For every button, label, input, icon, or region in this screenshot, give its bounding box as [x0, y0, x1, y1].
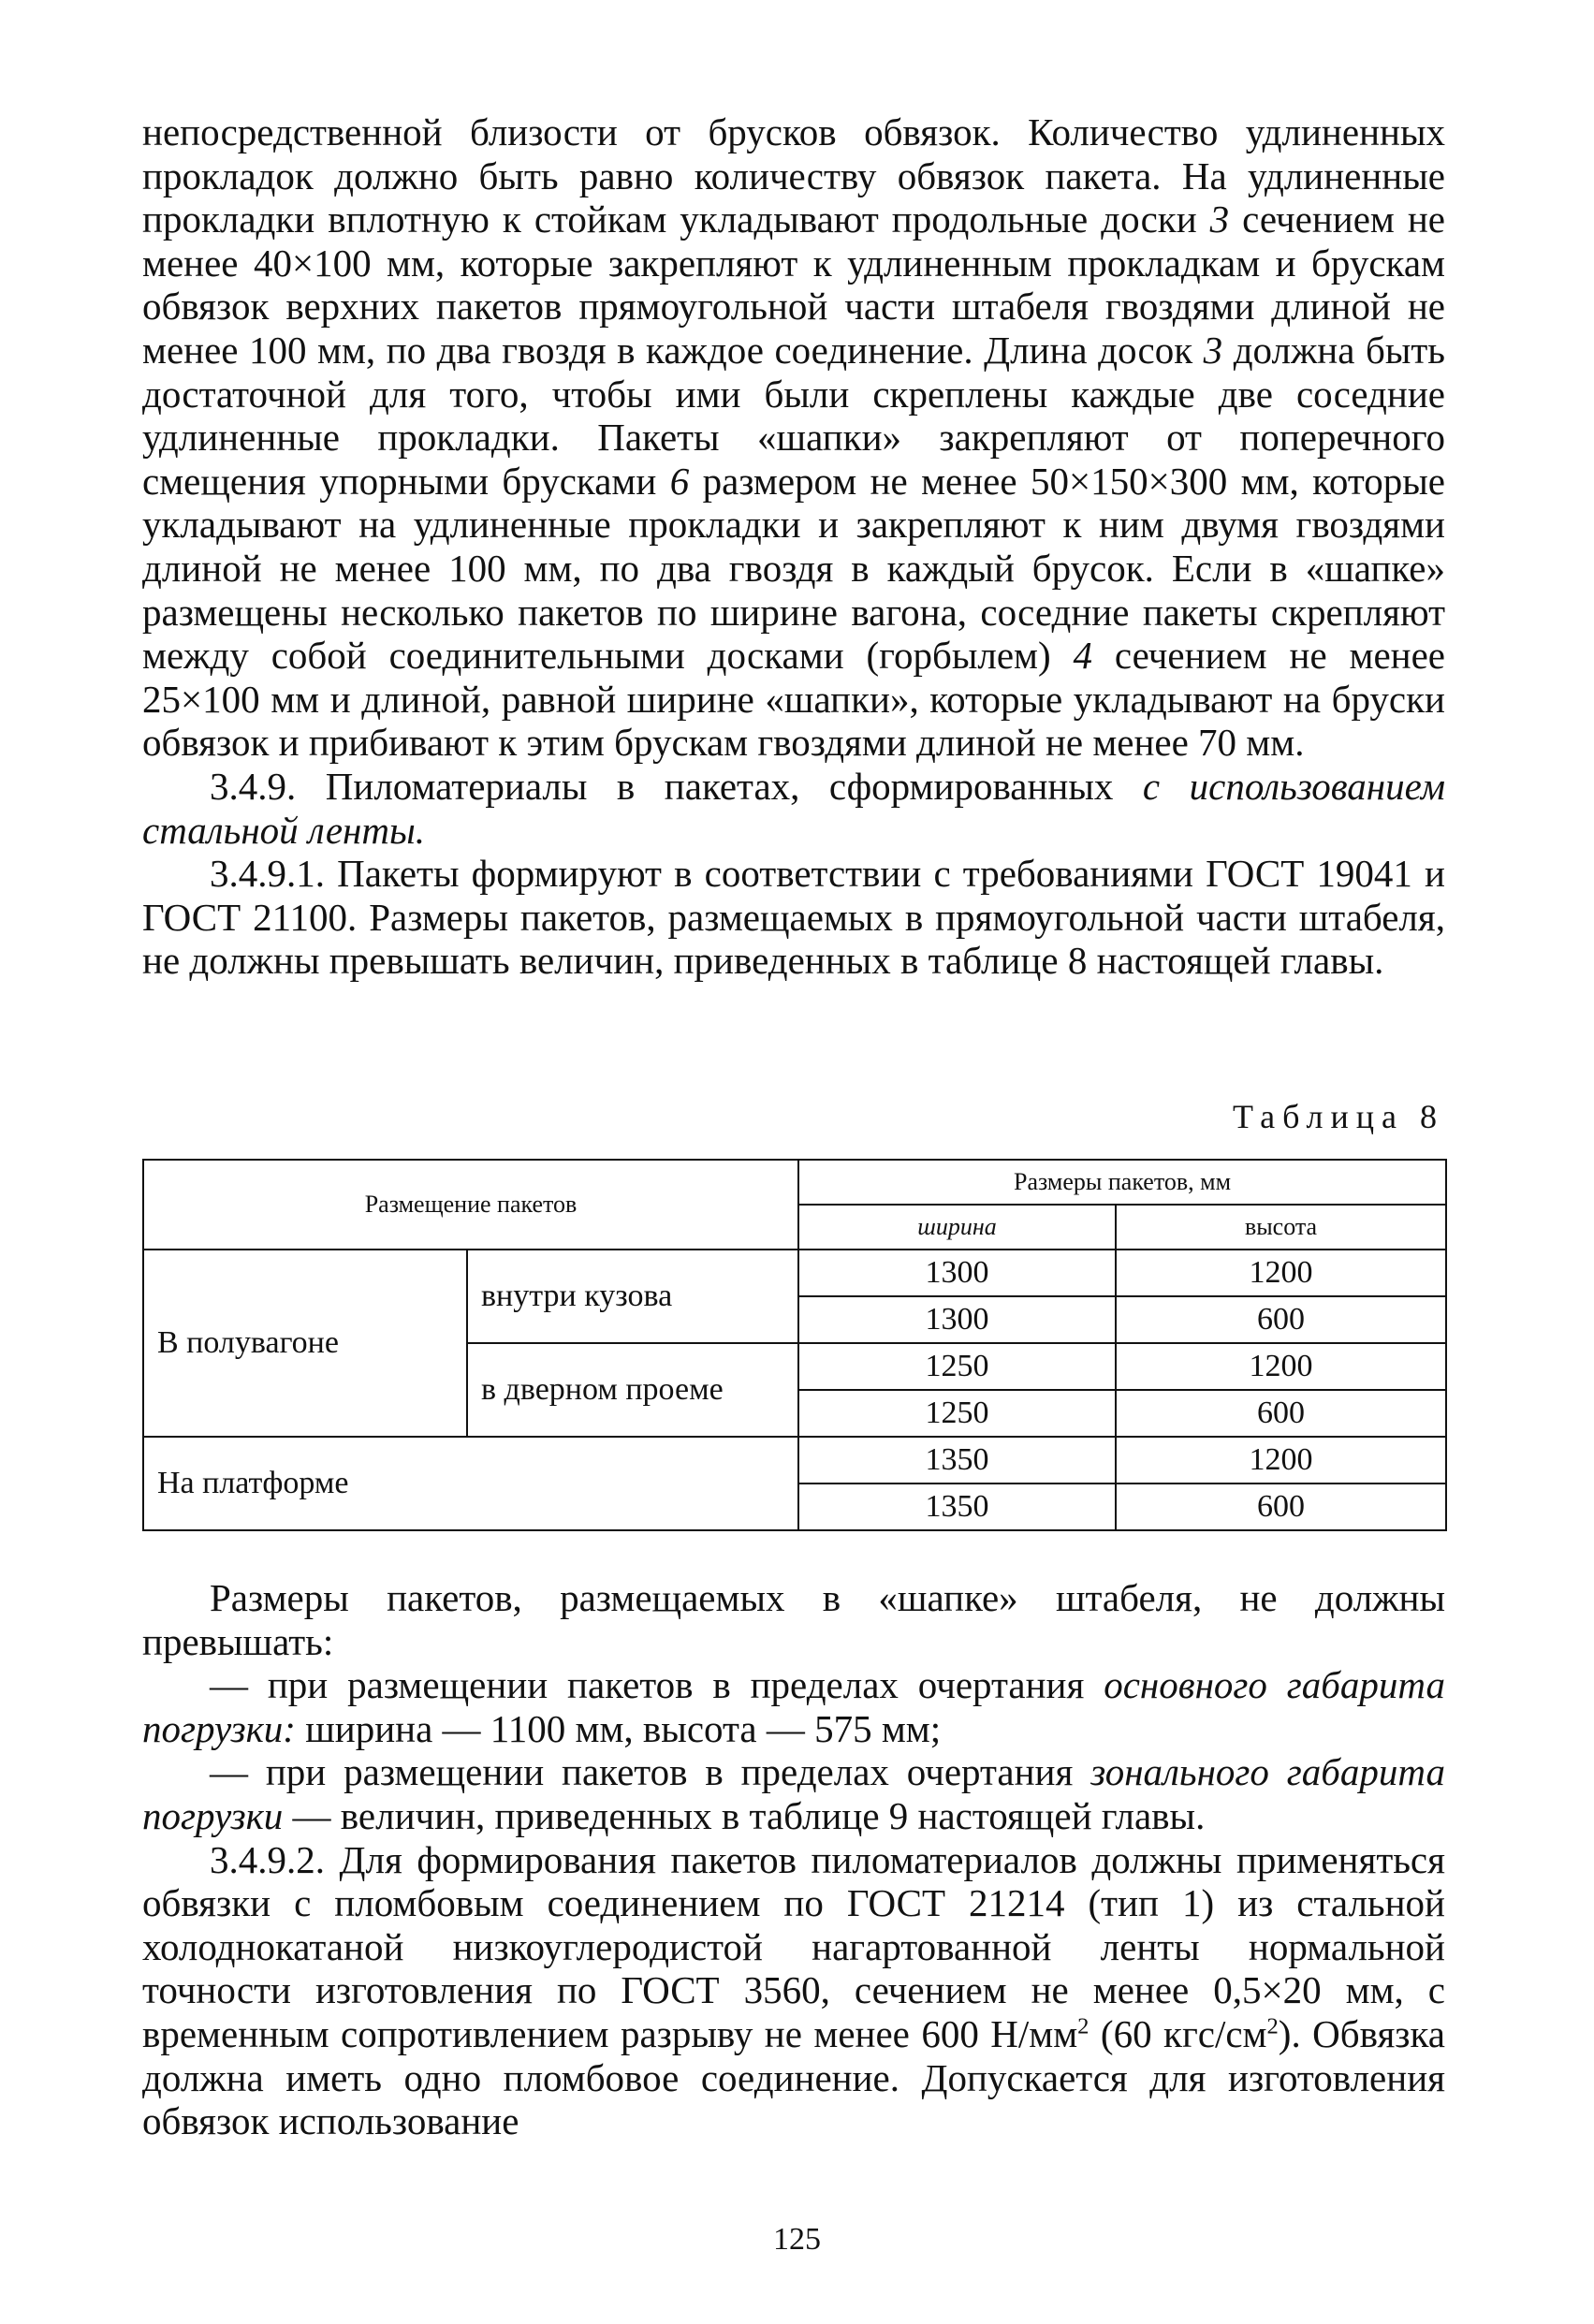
table-caption: Таблица 8: [1233, 1098, 1444, 1135]
text-run: ширина — 1100 мм, высота — 575 мм;: [295, 1706, 942, 1750]
cell-height: 600: [1116, 1390, 1446, 1437]
text-run: сечением не менее 40×100 мм, которые закрепляют к удлиненным прокладкам и брускам обвязок верхних пакетов прямоугольной части штабеля гвоздями длиной не менее 100 мм, по два гвоздя в каждое соединение. Длина досок: [142, 197, 1446, 372]
paragraph: [142, 852, 1445, 983]
italic-run: 3: [1209, 197, 1230, 241]
paragraph: [142, 1838, 1445, 2143]
cell-width: 1250: [798, 1343, 1116, 1390]
text-run: — при размещении пакетов в пределах очертания: [210, 1663, 1104, 1707]
text-run: ). Обвязка должна иметь одно пломбовое соединение. Допускается для изготовления обвязок использование: [142, 2011, 1445, 2143]
italic-run: 6: [669, 459, 690, 503]
page-number: 125: [773, 2222, 821, 2257]
table-row: [143, 1250, 1446, 1296]
package-size-table: [142, 1159, 1447, 1531]
italic-run: с использованием стальной ленты.: [142, 764, 1445, 852]
italic-run: зонального габарита погрузки: [142, 1750, 1445, 1837]
cell-height: 1200: [1116, 1437, 1446, 1484]
cell-height: 1200: [1116, 1250, 1446, 1296]
cell-width: 1250: [798, 1390, 1116, 1437]
text-run: — при размещении пакетов в пределах очертания: [210, 1750, 1091, 1794]
sub-inside-body: внутри кузова: [467, 1250, 798, 1343]
text-run: непосредственной близости от брусков обвязок. Количество удлиненных прокладок должно быть равно количеству обвязок пакета. На удлиненные прокладки вплотную к стойкам укладывают продольные доски: [142, 110, 1445, 241]
cell-height: 600: [1116, 1484, 1446, 1530]
text-run: Размеры пакетов, размещаемых в «шапке» штабеля, не должны превышать:: [142, 1576, 1445, 1663]
sub-door-opening: в дверном проеме: [467, 1343, 798, 1437]
italic-run: основного габарита погрузки:: [142, 1663, 1445, 1750]
superscript-run: 2: [1077, 2013, 1089, 2039]
text-run: — величин, приведенных в таблице 9 настоящей главы.: [283, 1793, 1206, 1837]
paragraph: [142, 1750, 1445, 1837]
paragraph: [142, 110, 1445, 765]
text-run: сечением не менее 25×100 мм и длиной, равной ширине «шапки», которые укладывают на бруски обвязок и прибивают к этим брускам гвоздями длиной не менее 70 мм.: [142, 634, 1446, 765]
cell-width: 1300: [798, 1296, 1116, 1343]
text-run: размером не менее 50×150×300 мм, которые укладывают на удлиненные прокладки и закрепляют к ним двумя гвоздями длиной не менее 100 мм, по два гвоздя в каждый брусок. Если в «шапке» размещены несколько пакетов по ширине вагона, соседние пакеты скрепляют между собой соединительными досками (горбылем): [142, 459, 1445, 678]
paragraph: [142, 765, 1445, 852]
group-gondola: В полувагоне: [143, 1250, 467, 1437]
superscript-run: 2: [1266, 2013, 1279, 2039]
cell-width: 1300: [798, 1250, 1116, 1296]
text-run: должна быть достаточной для того, чтобы ими были скреплены каждые две соседние удлиненные прокладки. Пакеты «шапки» закрепляют от поперечного смещения упорными брусками: [142, 328, 1445, 503]
cell-width: 1350: [798, 1484, 1116, 1530]
header-sizes: Размеры пакетов, мм: [798, 1160, 1446, 1205]
text-run: 3.4.9.1. Пакеты формируют в соответствии с требованиями ГОСТ 19041 и ГОСТ 21100. Размеры пакетов, размещаемых в прямоугольной части штабеля, не должны превышать величин, приведенных в таблице 8 настоящей главы.: [142, 852, 1445, 983]
text-run: (60 кгс/см: [1089, 2011, 1267, 2055]
group-platform: На платформе: [143, 1437, 798, 1530]
table-row: [143, 1437, 1446, 1484]
paragraph: [142, 1576, 1445, 1663]
header-placement: Размещение пакетов: [143, 1160, 798, 1250]
italic-run: 3: [1203, 328, 1223, 372]
italic-run: 4: [1073, 634, 1093, 678]
paragraph: [142, 1663, 1445, 1750]
header-width: ширина: [798, 1205, 1116, 1250]
header-height: высота: [1116, 1205, 1446, 1250]
text-block-bottom: [142, 1576, 1445, 2143]
text-run: 3.4.9. Пиломатериалы в пакетах, сформированных: [210, 764, 1143, 808]
cell-height: 1200: [1116, 1343, 1446, 1390]
cell-width: 1350: [798, 1437, 1116, 1484]
text-block-top: [142, 110, 1445, 983]
cell-height: 600: [1116, 1296, 1446, 1343]
text-run: 3.4.9.2. Для формирования пакетов пиломатериалов должны применяться обвязки с пломбовым соединением по ГОСТ 21214 (тип 1) из стальной холоднокатаной низкоуглеродистой нагартованной ленты нормальной точности изготовления по ГОСТ 3560, сечением не менее 0,5×20 мм, с временным сопротивлением разрыву не менее 600 Н/мм: [142, 1837, 1445, 2055]
